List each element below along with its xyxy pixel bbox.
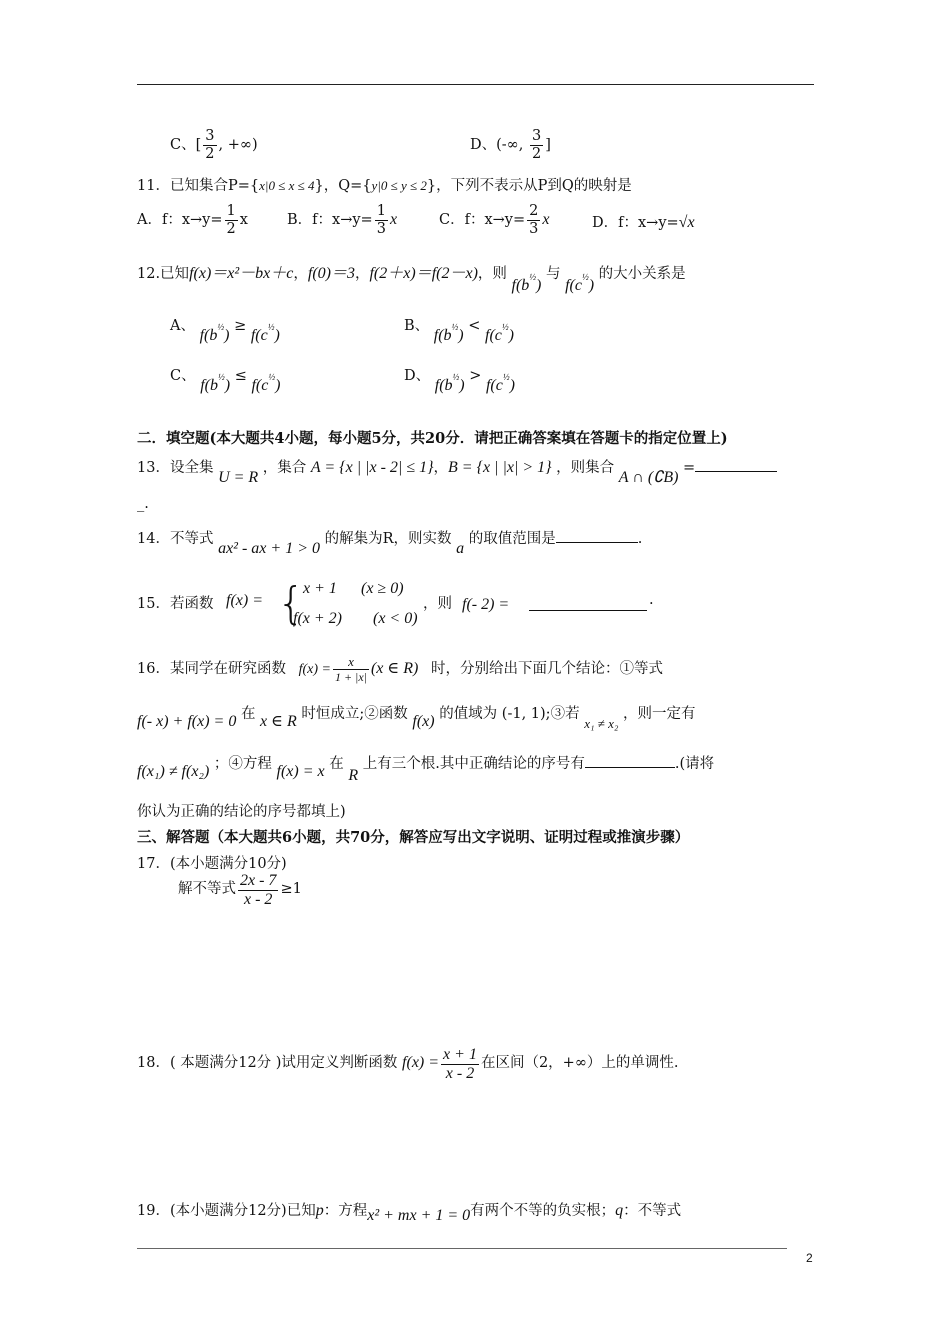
q16-line-3: f(x₁) ≠ f(x₂) ；④方程 f(x) = x 在 R 上有三个根.其中正确结论的序号有 .(请将 <box>137 756 715 784</box>
q11-option-d: D．f：x→y=√x <box>592 214 695 231</box>
q15-answer-blank[interactable] <box>529 610 647 611</box>
q11-option-c: C．f：x→y= $\frac{2}{3}$ x <box>439 203 550 237</box>
q17-problem: 解不等式 $\frac{2x - 7}{x - 2}$ ≥1 <box>178 872 302 908</box>
q16-answer-blank[interactable] <box>585 767 675 768</box>
q12-option-c: C、 $f(b^{\frac{1}{2}}) \le f(c^{\frac{1}{2}})$ <box>170 368 281 394</box>
q16-line-2: f(- x) + f(x) = 0 在 x ∈ R 时恒成立;②函数 f(x) 的值域为 (-1, 1);③若 x₁ ≠ x₂ ，则一定有 <box>137 706 696 731</box>
q13-stem: 13．设全集 U = R ，集合 A = {x | |x - 2| ≤ 1}，B = {x | |x| > 1} ，则集合 A ∩ (∁B) = <box>137 456 777 477</box>
q14-stem: 14．不等式 ax² - ax + 1 > 0 的解集为R，则实数 a 的取值范围是 . <box>137 531 643 557</box>
q11-option-a: A．f：x→y= $\frac{1}{2}$ x <box>137 203 248 237</box>
q14-answer-blank[interactable] <box>556 542 638 543</box>
q13-tail: _. <box>137 496 149 512</box>
q18-stem: 18．( 本题满分12分 )试用定义判断函数 f(x) = $\frac{x + 1}{x - 2}$ 在区间（2，+∞）上的单调性. <box>137 1046 679 1082</box>
section-3-header: 三、解答题（本大题共6小题，共70分，解答应写出文字说明、证明过程或推演步骤） <box>137 829 690 846</box>
q17-label: 17．(本小题满分10分) <box>137 856 287 872</box>
q12-stem: 12.已知f(x)＝x²－bx＋c，f(0)＝3，f(2＋x)＝f(2－x)，则 $f(b^{\frac{1}{2}})$ 与 $f(c^{\frac{1}{2}})$ 的大小关系是 <box>137 265 686 294</box>
q11-stem: 11．已知集合P={x|0 ≤ x ≤ 4}，Q={y|0 ≤ y ≤ 2}，下列不表示从P到Q的映射是 <box>137 178 632 194</box>
footer-rule <box>137 1248 787 1249</box>
q10-option-c: C、[ $\frac{3}{2}$ , +∞) <box>170 128 258 162</box>
q12-option-d: D、 $f(b^{\frac{1}{2}}) > f(c^{\frac{1}{2}})$ <box>404 368 515 394</box>
q10-option-d: D、(-∞, $\frac{3}{2}$ ] <box>470 128 551 162</box>
header-rule <box>137 84 814 85</box>
q16-line-1: 16．某同学在研究函数 f(x) = $\frac{x}{1 + |x|}$ (x ∈ R) 时，分别给出下面几个结论：①等式 <box>137 654 663 684</box>
piecewise-brace: { <box>277 578 305 629</box>
q12-option-a: A、 $f(b^{\frac{1}{2}}) \ge f(c^{\frac{1}{2}})$ <box>170 318 280 344</box>
q11-option-b: B．f：x→y= $\frac{1}{3}$ x <box>287 203 398 237</box>
page-number: 2 <box>806 1251 813 1265</box>
q12-option-b: B、 $f(b^{\frac{1}{2}}) < f(c^{\frac{1}{2}})$ <box>404 318 514 344</box>
q16-line-4: 你认为正确的结论的序号都填上) <box>137 804 346 820</box>
section-2-header: 二．填空题(本大题共4小题，每小题5分，共20分．请把正确答案填在答题卡的指定位置上) <box>137 430 728 447</box>
q19-stem: 19．(本小题满分12分)已知p：方程x² + mx + 1 = 0有两个不等的负实根；q：不等式 <box>137 1202 682 1224</box>
